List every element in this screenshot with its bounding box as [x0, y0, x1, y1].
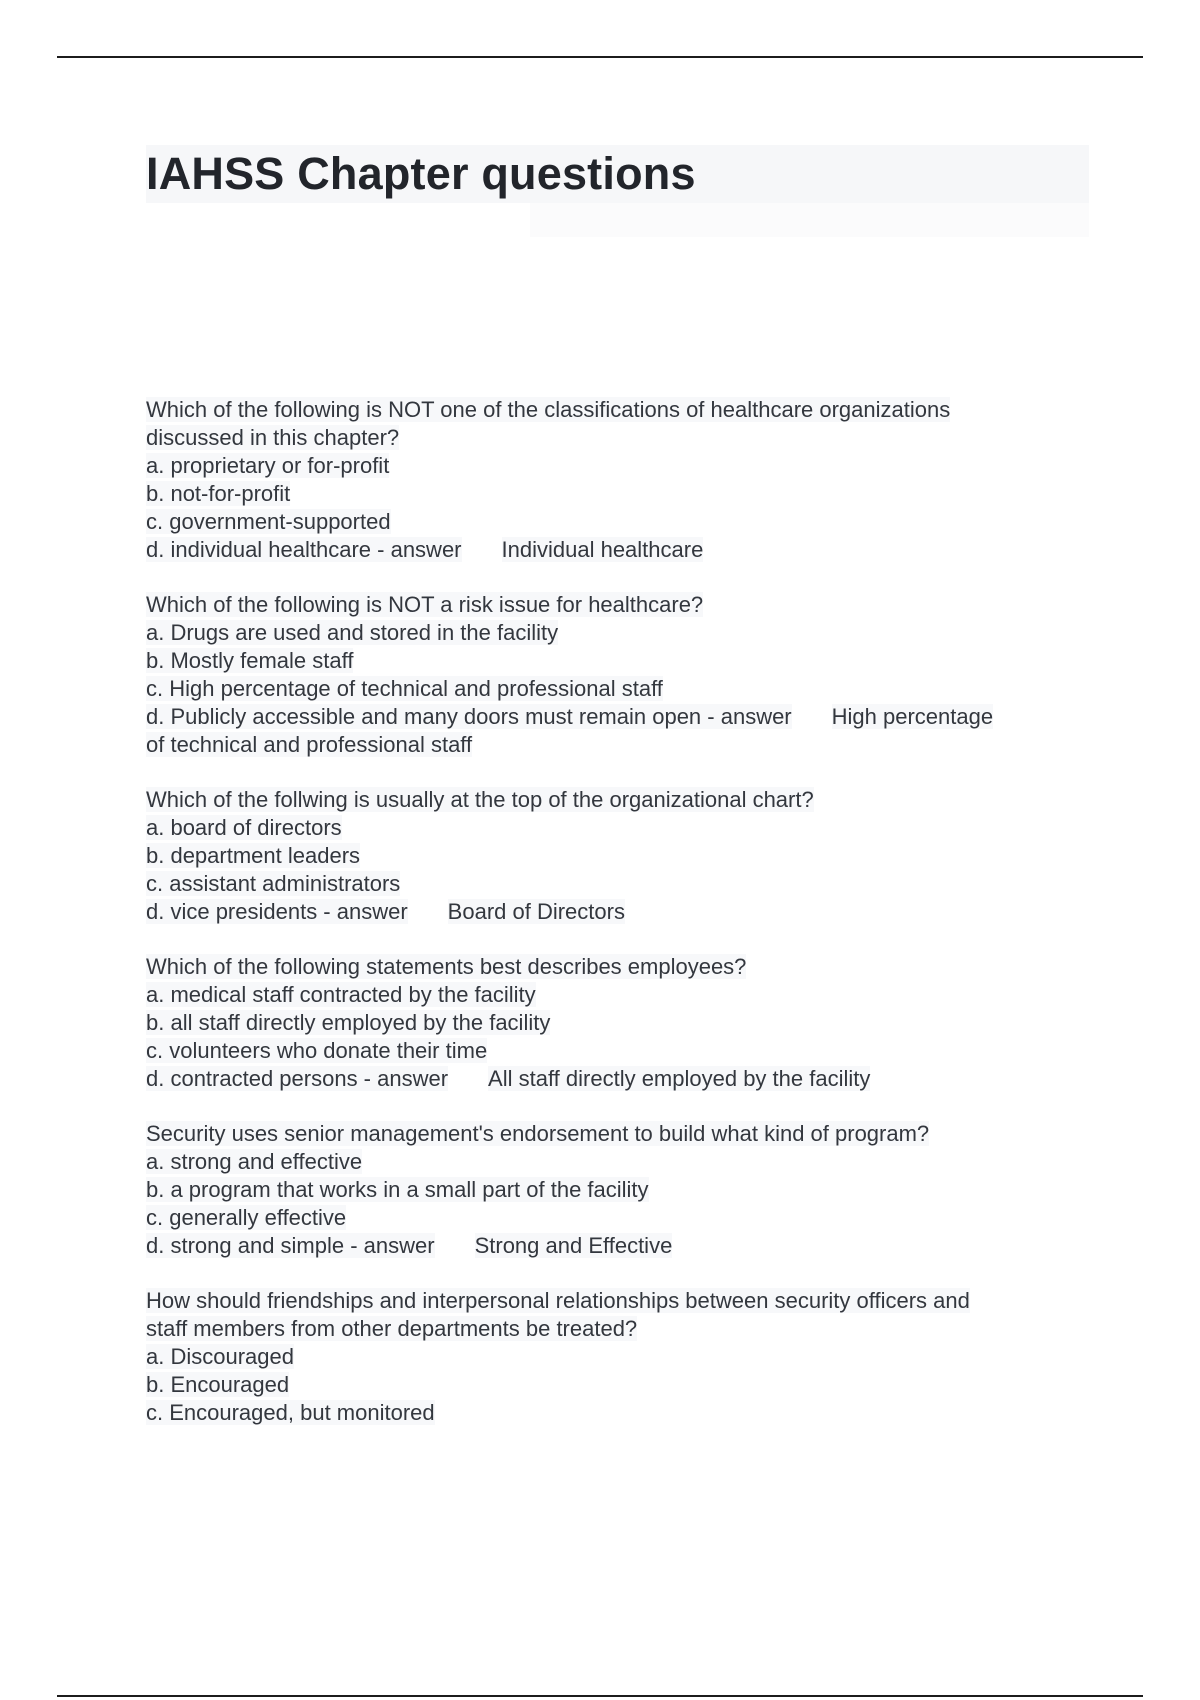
question-block — [146, 953, 1086, 1093]
question-prompt: Which of the follwing is usually at the top of the organizational chart? — [146, 787, 814, 812]
document-title: IAHSS Chapter questions — [146, 148, 696, 199]
option-d-with-answer: d. vice presidents - answer Board of Directors — [146, 899, 625, 924]
option-a: a. Discouraged — [146, 1344, 294, 1369]
option-a: a. proprietary or for-profit — [146, 453, 390, 478]
answer-text: Strong and Effective — [474, 1233, 673, 1258]
question-block — [146, 786, 1086, 926]
option-b: b. Mostly female staff — [146, 648, 354, 673]
option-d-with-answer: d. contracted persons - answer All staff directly employed by the facility — [146, 1066, 871, 1091]
question-prompt: How should friendships and interpersonal relationships between security officers and — [146, 1288, 970, 1313]
answer-text: Board of Directors — [447, 899, 625, 924]
question-block — [146, 591, 1086, 759]
question-prompt: Which of the following statements best describes employees? — [146, 954, 747, 979]
option-b: b. all staff directly employed by the facility — [146, 1010, 551, 1035]
option-b: b. not-for-profit — [146, 481, 291, 506]
option-c: c. assistant administrators — [146, 871, 401, 896]
option-c: c. volunteers who donate their time — [146, 1038, 488, 1063]
answer-text: All staff directly employed by the facility — [488, 1066, 871, 1091]
option-a: a. strong and effective — [146, 1149, 363, 1174]
question-list — [146, 396, 1086, 1454]
option-a: a. Drugs are used and stored in the facility — [146, 620, 559, 645]
option-d-with-answer: d. individual healthcare - answer Individual healthcare — [146, 537, 704, 562]
option-c: c. government-supported — [146, 509, 391, 534]
question-block — [146, 1120, 1086, 1260]
option-c: c. Encouraged, but monitored — [146, 1400, 435, 1425]
answer-text: High percentage — [831, 704, 994, 729]
footer-rule — [57, 1695, 1143, 1697]
question-prompt: Which of the following is NOT one of the classifications of healthcare organizations — [146, 397, 951, 422]
option-c: c. generally effective — [146, 1205, 347, 1230]
option-d-with-answer: d. strong and simple - answer Strong and Effective — [146, 1233, 673, 1258]
option-a: a. medical staff contracted by the facility — [146, 982, 536, 1007]
title-highlight-shadow — [530, 203, 1089, 237]
question-prompt: Security uses senior management's endorsement to build what kind of program? — [146, 1121, 930, 1146]
question-block — [146, 396, 1086, 564]
answer-text: Individual healthcare — [501, 537, 704, 562]
answer-text-continued: of technical and professional staff — [146, 732, 473, 757]
question-prompt: Which of the following is NOT a risk issue for healthcare? — [146, 592, 704, 617]
question-prompt-continued: staff members from other departments be treated? — [146, 1316, 638, 1341]
option-b: b. department leaders — [146, 843, 361, 868]
option-c: c. High percentage of technical and professional staff — [146, 676, 663, 701]
option-a: a. board of directors — [146, 815, 342, 840]
option-b: b. Encouraged — [146, 1372, 290, 1397]
question-block — [146, 1287, 1086, 1427]
option-d-with-answer: d. Publicly accessible and many doors must remain open - answer High percentage — [146, 704, 994, 729]
question-prompt-continued: discussed in this chapter? — [146, 425, 400, 450]
header-rule — [57, 56, 1143, 58]
option-b: b. a program that works in a small part of the facility — [146, 1177, 649, 1202]
